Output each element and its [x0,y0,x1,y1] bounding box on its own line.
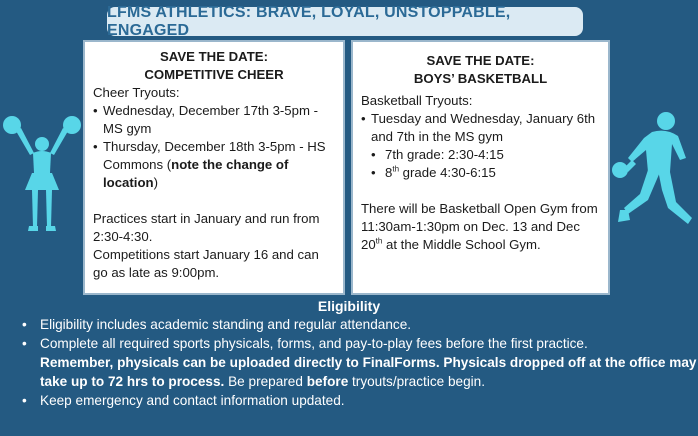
list-item [361,146,600,164]
eligibility-title: Eligibility [317,298,381,314]
basketball-tryout: Tuesday and Wednesday, January 6th and 7th in the MS gym [371,111,596,144]
grade-8-suffix: th [392,164,400,174]
list-item [93,138,335,192]
prepared-text: Be prepared [224,374,307,389]
list-item [22,315,698,334]
bullet-icon: • [361,111,366,126]
cheer-location-note: note the change of location [103,157,289,190]
list-item [361,110,600,146]
eligibility-item-2: Complete all required sports physicals, forms, and pay-to-play fees before the first practice. [40,336,588,351]
basketball-title-line1: SAVE THE DATE: [426,53,535,68]
tryouts-text: tryouts/practice begin. [348,374,486,389]
bullet-icon: • [371,147,376,162]
cheer-title-line2: COMPETITIVE CHEER [144,67,284,82]
bullet-icon: • [93,139,98,154]
bullet-icon: • [22,336,27,351]
basketball-title-line2: BOYS’ BASKETBALL [413,71,548,86]
basketball-intro: Basketball Tryouts: [361,93,473,108]
cheer-tryout-2-close: ) [153,175,158,190]
open-gym-suffix: th [375,236,383,246]
list-item [22,334,698,391]
cheer-tryout-1: Wednesday, December 17th 3-5pm - MS gym [103,103,319,136]
grade-7-time: 7th grade: 2:30-4:15 [385,147,504,162]
cheer-card [83,40,345,295]
cheer-intro: Cheer Tryouts: [93,85,180,100]
cheer-practice-info: Practices start in January and run from 2:30-4:30. [93,211,320,244]
bullet-icon: • [93,103,98,118]
eligibility-item-3: Keep emergency and contact information updated. [40,393,345,408]
bullet-icon: • [22,393,27,408]
bullet-icon: • [22,317,27,332]
cheer-competition-info: Competitions start January 16 and can go as late as 9:00pm. [93,247,319,280]
cheerleader-silhouette-icon [2,115,82,235]
basketball-card [351,40,610,295]
physicals-note: Remember, physicals can be uploaded directly to FinalForms. Physicals dropped off at the office may take up to 72 hrs to process. [40,355,697,389]
grade-8-number: 8 [385,165,393,180]
bullet-icon: • [371,165,376,180]
list-item [93,102,335,138]
list-item [361,164,600,182]
cheer-title-line1: SAVE THE DATE: [160,49,268,64]
grade-8-text: grade 4:30-6:15 [399,165,496,180]
cheer-tryout-2-text: Thursday, December 18th 3-5pm - HS Commons ( [103,139,326,172]
eligibility-item-1: Eligibility includes academic standing and regular attendance. [40,317,412,332]
open-gym-text: There will be Basketball Open Gym from 11:30am-1:30pm on Dec. 13 and Dec 20 [361,201,598,252]
eligibility-list [0,315,698,410]
open-gym-location: at the Middle School Gym. [382,237,541,252]
eligibility-section [0,297,698,410]
eligibility-item-2-detail [40,353,698,391]
cheer-tryout-2 [103,138,335,192]
before-text: before [306,374,349,389]
list-item [22,391,698,410]
grade-8-time [385,164,496,182]
open-gym-info [361,200,600,254]
basketball-player-silhouette-icon [608,110,696,235]
page-banner: LFMS ATHLETICS: BRAVE, LOYAL, UNSTOPPABLE, ENGAGED [107,7,583,36]
